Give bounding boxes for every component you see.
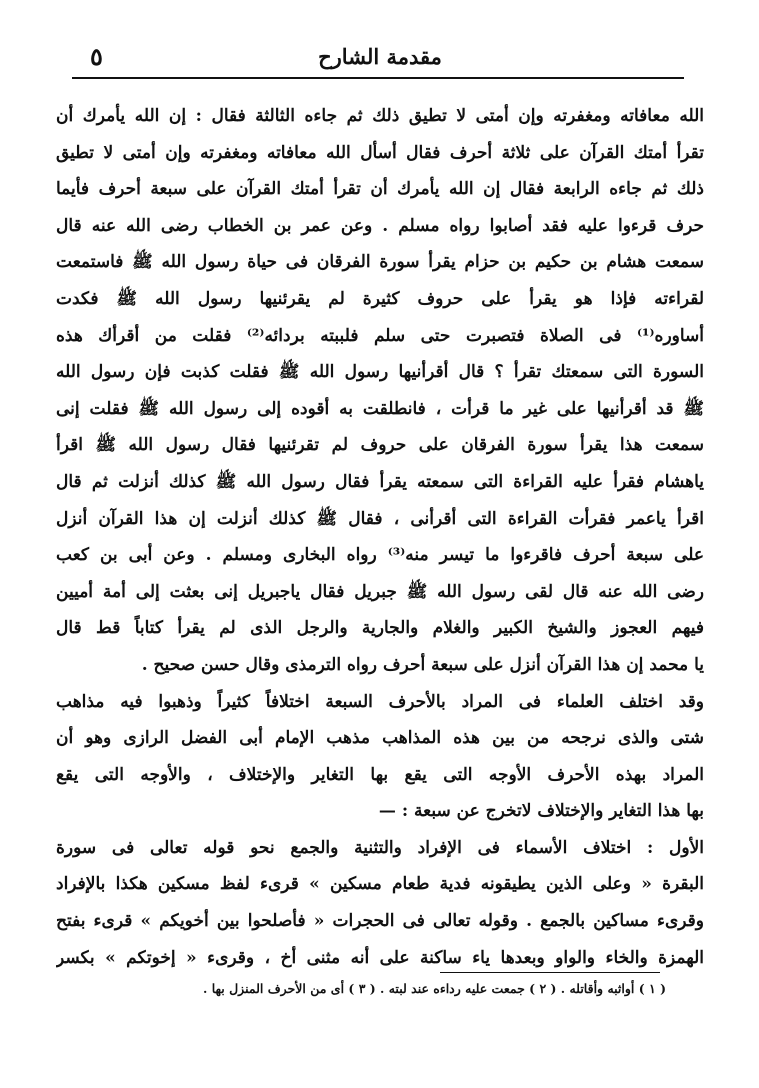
text-line: السورة التى سمعتك تقرأ ؟ قال أقرأنيها رسول الله ﷺ فقلت كذبت فإن رسول الله <box>56 362 704 383</box>
text-line: يا محمد إن هذا القرآن أنزل على سبعة أحرف رواه الترمذى وقال حسن صحيح . <box>141 654 704 675</box>
text-line: على سبعة أحرف فاقرءوا ما تيسر منه⁽³⁾ رواه البخارى ومسلم . وعن أبى بن كعب <box>56 545 704 566</box>
page-title: مقدمة الشارح <box>318 44 442 69</box>
text-line: وقرىء مساكين بالجمع . وقوله تعالى فى الحجرات « فأصلحوا بين أخويكم » قرىء بفتح <box>56 911 704 932</box>
text-line: المراد بهذه الأحرف الأوجه التى يقع بها التغاير والإختلاف ، والأوجه التى يقع <box>56 764 704 785</box>
text-line: حرف قرءوا عليه فقد أصابوا رواه مسلم . وعن عمر بن الخطاب رضى الله عنه قال <box>56 215 704 236</box>
footnote-rule <box>440 972 660 973</box>
page-header <box>70 44 690 74</box>
text-line: الهمزة والخاء والواو وبعدها ياء ساكنة على أنه مثنى أخ ، وقرىء « إخوتكم » بكسر <box>56 947 704 968</box>
header-rule <box>72 77 684 79</box>
text-line: بها هذا التغاير والإختلاف لاتخرج عن سبعة : — <box>378 801 704 822</box>
text-line: الله معافاته ومغفرته وإن أمتى لا تطيق ذلك ثم جاءه الثالثة فقال : إن الله يأمرك أن <box>56 106 704 126</box>
text-line: شتى والذى نرجحه من بين هذه المذاهب مذهب الإمام أبى الفضل الرازى وهو أن <box>56 728 704 749</box>
footnotes: ( ١ ) أواثبه وأقاتله . ( ٢ ) جمعت عليه رداءه عند لبته . ( ٣ ) أى من الأحرف المنزل بها . <box>202 981 666 996</box>
text-line: الأول : اختلاف الأسماء فى الإفراد والتثنية والجمع نحو قوله تعالى فى سورة <box>56 837 704 858</box>
text-line: اقرأ ياعمر فقرأت القراءة التى أقرأنى ، فقال ﷺ كذلك أنزلت إن هذا القرآن أنزل <box>56 508 704 529</box>
body-text <box>56 98 704 976</box>
page-number: ٥ <box>90 42 103 71</box>
text-line: البقرة « وعلى الذين يطيقونه فدية طعام مسكين » قرىء لفظ مسكين هكذا بالإفراد <box>56 874 704 895</box>
text-line: سمعت هذا يقرأ سورة الفرقان على حروف لم تقرئنيها فقال رسول الله ﷺ اقرأ <box>56 435 704 456</box>
text-line: وقد اختلف العلماء فى المراد بالأحرف السبعة اختلافاً كثيراً وذهبوا فيه مذاهب <box>56 691 704 712</box>
text-line: تقرأ أمتك القرآن على ثلاثة أحرف فقال أسأل الله معافاته ومغفرته وإن أمتى لا تطيق <box>56 142 704 163</box>
text-line: رضى الله عنه قال لقى رسول الله ﷺ جبريل فقال ياجبريل إنى بعثت إلى أمة أميين <box>56 581 704 602</box>
text-line: فيهم العجوز والشيخ الكبير والغلام والجارية والرجل الذى لم يقرأ كتاباً قط قال <box>56 618 704 639</box>
text-line: لقراءته فإذا هو يقرأ على حروف كثيرة لم يقرئنيها رسول الله ﷺ فكدت <box>56 288 704 309</box>
text-line: ياهشام فقرأ عليه القراءة التى سمعته يقرأ فقال رسول الله ﷺ كذلك أنزلت ثم قال <box>56 471 704 492</box>
text-line: سمعت هشام بن حكيم بن حزام يقرأ سورة الفرقان فى حياة رسول الله ﷺ فاستمعت <box>56 252 704 273</box>
text-line: ذلك ثم جاءه الرابعة فقال إن الله يأمرك أن تقرأ أمتك القرآن على سبعة أحرف فأيما <box>56 179 704 200</box>
text-line: أساوره⁽¹⁾ فى الصلاة فتصبرت حتى سلم فلببته بردائه⁽²⁾ فقلت من أقرأك هذه <box>56 325 704 346</box>
text-line: ﷺ قد أقرأنيها على غير ما قرأت ، فانطلقت به أقوده إلى رسول الله ﷺ فقلت إنى <box>56 398 704 419</box>
